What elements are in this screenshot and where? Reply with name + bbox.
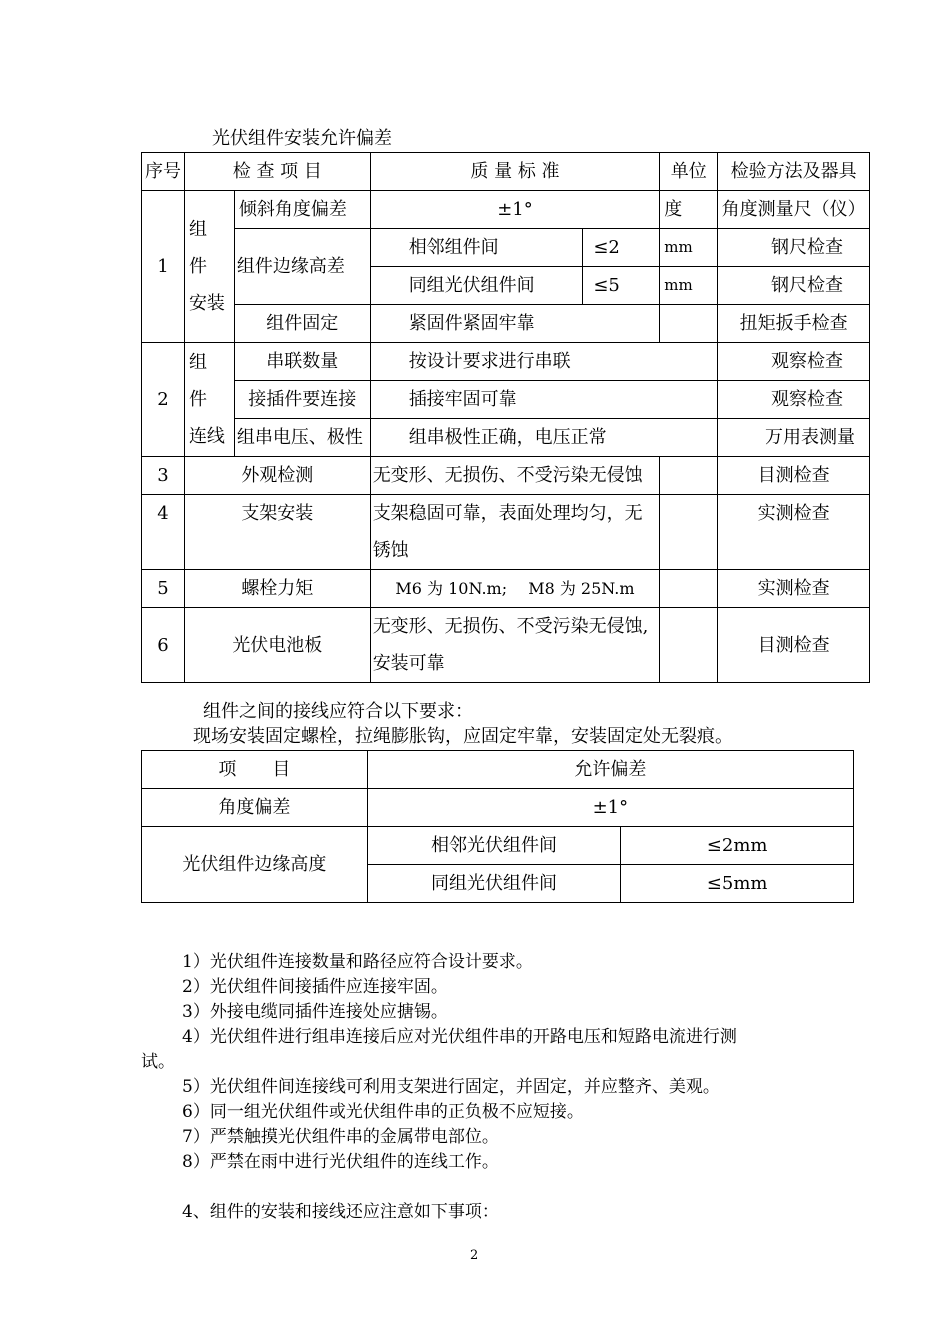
standard-bolt-torque: M6 为 10N.m; M8 为 25N.m	[370, 570, 660, 608]
list-item: 6）同一组光伏组件或光伏组件串的正负极不应短接。	[182, 1102, 584, 1122]
header-unit: 单位	[660, 153, 718, 191]
header-standard: 质 量 标 准	[370, 153, 660, 191]
t2-val-adjacent: ≤2mm	[621, 827, 854, 865]
installation-deviation-table	[141, 152, 870, 683]
item-series: 串联数量	[234, 343, 370, 381]
item-fixing: 组件固定	[234, 305, 370, 343]
t2-item-angle: 角度偏差	[142, 789, 368, 827]
standard-bracket	[370, 495, 660, 570]
item-connector: 接插件要连接	[234, 381, 370, 419]
item-panel: 光伏电池板	[184, 608, 370, 683]
unit-bolt-torque	[660, 570, 718, 608]
group-wiring	[184, 343, 234, 457]
t2-tol-angle: ±1°	[367, 789, 853, 827]
t2-sub-same-group: 同组光伏组件间	[367, 865, 621, 903]
list-item: 4）光伏组件进行组串连接后应对光伏组件串的开路电压和短路电流进行测	[182, 1027, 737, 1047]
t2-item-edge-height: 光伏组件边缘高度	[142, 827, 368, 903]
method-series: 观察检查	[718, 343, 870, 381]
t2-header-tolerance: 允许偏差	[367, 751, 853, 789]
standard-fixing: 紧固件紧固牢靠	[370, 305, 660, 343]
list-item: 7）严禁触摸光伏组件串的金属带电部位。	[182, 1127, 499, 1147]
standard-string-voltage: 组串极性正确，电压正常	[370, 419, 717, 457]
list-item: 2）光伏组件间接插件应连接牢固。	[182, 977, 448, 997]
page-number: 2	[470, 1248, 479, 1263]
standard-panel-line1: 无变形、无损伤、不受污染无侵蚀,	[372, 616, 649, 637]
item-appearance: 外观检测	[184, 457, 370, 495]
item-edge-height: 组件边缘高差	[234, 229, 370, 305]
t2-val-same-group: ≤5mm	[621, 865, 854, 903]
item-bracket: 支架安装	[184, 495, 370, 570]
standard-tilt: ±1°	[370, 191, 660, 229]
section-4-heading: 4、组件的安装和接线还应注意如下事项：	[182, 1202, 499, 1222]
standard-appearance: 无变形、无损伤、不受污染无侵蚀	[370, 457, 660, 495]
method-bolt-torque: 实测检查	[718, 570, 870, 608]
unit-panel	[660, 608, 718, 683]
list-item: 3）外接电缆同插件连接处应搪锡。	[182, 1002, 448, 1022]
row-no-3: 3	[142, 457, 185, 495]
standard-panel-line2: 安装可靠	[372, 653, 445, 674]
row-no-5: 5	[142, 570, 185, 608]
item-string-voltage: 组串电压、极性	[234, 419, 370, 457]
header-method: 检验方法及器具	[718, 153, 870, 191]
list-item: 8）严禁在雨中进行光伏组件的连线工作。	[182, 1152, 499, 1172]
standard-connector: 插接牢固可靠	[370, 381, 717, 419]
group-wiring-line1: 组 件	[188, 352, 225, 410]
method-appearance: 目测检查	[718, 457, 870, 495]
unit-adjacent: mm	[660, 229, 718, 267]
list-item: 5）光伏组件间连接线可利用支架进行固定，并固定，并应整齐、美观。	[182, 1077, 720, 1097]
method-bracket: 实测检查	[718, 495, 870, 570]
item-bolt-torque: 螺栓力矩	[184, 570, 370, 608]
method-fixing: 扭矩扳手检查	[718, 305, 870, 343]
item-tilt: 倾斜角度偏差	[234, 191, 370, 229]
method-tilt: 角度测量尺（仪）	[718, 191, 870, 229]
wiring-requirements-intro: 组件之间的接线应符合以下要求：	[203, 701, 473, 722]
sub-same-group: 同组光伏组件间	[370, 267, 583, 305]
unit-same-group: mm	[660, 267, 718, 305]
header-no: 序号	[142, 153, 185, 191]
method-string-voltage: 万用表测量	[718, 419, 870, 457]
group-install-line1: 组 件	[188, 219, 225, 277]
t2-header-item: 项 目	[142, 751, 368, 789]
header-item: 检 查 项 目	[184, 153, 370, 191]
fixing-requirement-text: 现场安装固定螺栓，拉绳膨胀钩，应固定牢靠，安装固定处无裂痕。	[193, 726, 733, 747]
method-panel: 目测检查	[718, 608, 870, 683]
standard-series: 按设计要求进行串联	[370, 343, 717, 381]
table-caption: 光伏组件安装允许偏差	[212, 128, 392, 149]
method-adjacent: 钢尺检查	[718, 229, 870, 267]
group-wiring-line2: 连线	[188, 426, 225, 447]
sub-adjacent: 相邻组件间	[370, 229, 583, 267]
method-connector: 观察检查	[718, 381, 870, 419]
val-same-group: ≤5	[583, 267, 660, 305]
list-item: 1）光伏组件连接数量和路径应符合设计要求。	[182, 952, 533, 972]
method-same-group: 钢尺检查	[718, 267, 870, 305]
standard-bracket-line1: 支架稳固可靠，表面处理均匀，无	[372, 503, 643, 524]
row-no-6: 6	[142, 608, 185, 683]
t2-sub-adjacent: 相邻光伏组件间	[367, 827, 621, 865]
group-install-line2: 安装	[188, 293, 225, 314]
unit-tilt: 度	[660, 191, 718, 229]
list-item-continuation: 试。	[141, 1052, 175, 1072]
val-adjacent: ≤2	[583, 229, 660, 267]
unit-appearance	[660, 457, 718, 495]
unit-fixing	[660, 305, 718, 343]
row-no-1: 1	[142, 191, 185, 343]
allowed-deviation-table	[141, 750, 854, 903]
standard-bracket-line2: 锈蚀	[372, 540, 409, 561]
standard-panel	[370, 608, 660, 683]
group-install	[184, 191, 234, 343]
unit-bracket	[660, 495, 718, 570]
row-no-4: 4	[142, 495, 185, 570]
row-no-2: 2	[142, 343, 185, 457]
